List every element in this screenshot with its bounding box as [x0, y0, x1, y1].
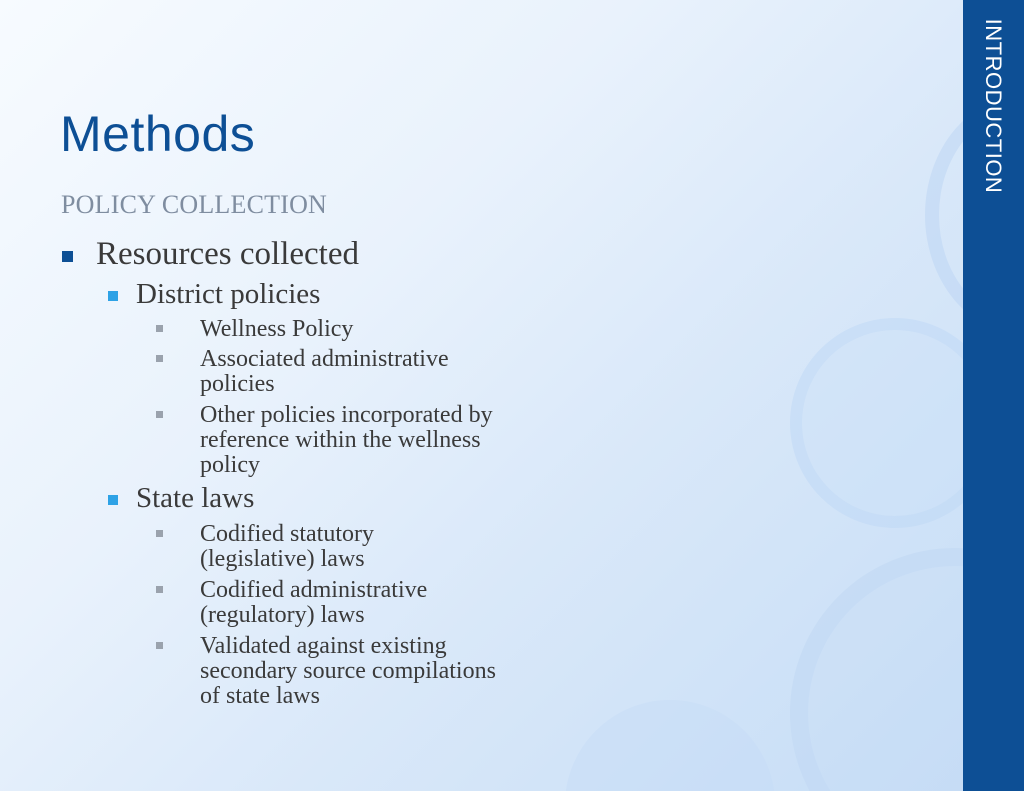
square-bullet-icon — [156, 411, 163, 418]
bullet-validated-against-compilations: Validated against existing secondary source compilations of state laws — [200, 633, 496, 709]
bullet-other-policies: Other policies incorporated by reference within the wellness policy — [200, 402, 493, 478]
bullet-codified-administrative-laws: Codified administrative (regulatory) laws — [200, 577, 428, 628]
square-bullet-icon — [62, 251, 73, 262]
bullet-codified-statutory-laws: Codified statutory (legislative) laws — [200, 521, 374, 572]
slide-title: Methods — [60, 106, 256, 162]
bullet-associated-administrative-policies: Associated administrative policies — [200, 346, 449, 397]
square-bullet-icon — [156, 325, 163, 332]
bullet-resources-collected: Resources collected — [96, 236, 359, 272]
bullet-wellness-policy: Wellness Policy — [200, 316, 354, 342]
square-bullet-icon — [108, 495, 118, 505]
slide-subtitle: POLICY COLLECTION — [61, 190, 328, 219]
square-bullet-icon — [156, 586, 163, 593]
square-bullet-icon — [108, 291, 118, 301]
square-bullet-icon — [156, 355, 163, 362]
square-bullet-icon — [156, 530, 163, 537]
bullet-district-policies: District policies — [136, 278, 321, 310]
square-bullet-icon — [156, 642, 163, 649]
bullet-state-laws: State laws — [136, 482, 255, 514]
section-label: INTRODUCTION — [981, 18, 1006, 194]
